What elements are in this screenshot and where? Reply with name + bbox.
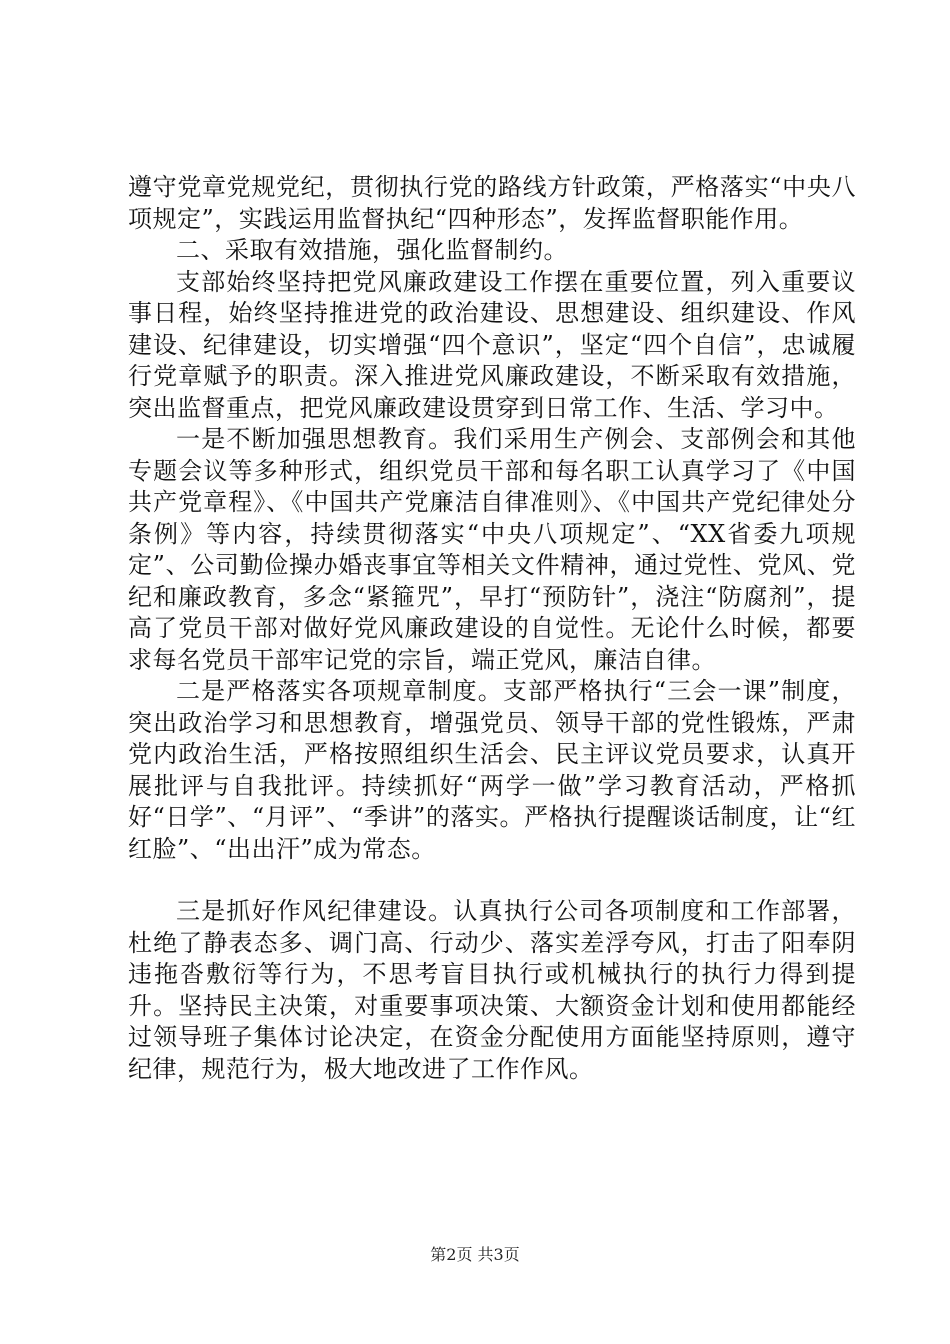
paragraph-overview: 支部始终坚持把党风廉政建设工作摆在重要位置，列入重要议事日程，始终坚持推进党的政治建设、思想建设、组织建设、作风建设、纪律建设，切实增强“四个意识”，坚定“四个自信”，忠诚履行党章赋予的职责。深入推进党风廉政建设，不断采取有效措施，突出监督重点，把党风廉政建设贯穿到日常工作、生活、学习中。 [128,267,856,422]
section-heading: 二、采取有效措施，强化监督制约。 [176,236,568,264]
page-footer: 第2页 共3页 [430,1245,520,1264]
paragraph-discipline: 三是抓好作风纪律建设。认真执行公司各项制度和工作部署，杜绝了静表态多、调门高、行动少、落实差浮夸风，打击了阳奉阴违拖沓敷衍等行为，不思考盲目执行或机械执行的执行力得到提升。坚持民主决策，对重要事项决策、大额资金计划和使用都能经过领导班子集体讨论决定，在资金分配使用方面能坚持原则，遵守纪律，规范行为，极大地改进了工作作风。 [128,897,856,1083]
paragraph-regulations: 二是严格落实各项规章制度。支部严格执行“三会一课”制度，突出政治学习和思想教育，增强党员、领导干部的党性锻炼，严肃党内政治生活，严格按照组织生活会、民主评议党员要求，认真开展批评与自我批评。持续抓好“两学一做”学习教育活动，严格抓好“日学”、“月评”、“季讲”的落实。严格执行提醒谈话制度，让“红红脸”、“出出汗”成为常态。 [128,677,856,863]
document-body [128,172,856,1085]
paragraph-continuation: 遵守党章党规党纪，贯彻执行党的路线方针政策，严格落实“中央八项规定”，实践运用监督执纪“四种形态”，发挥监督职能作用。 [128,173,856,233]
paragraph-education: 一是不断加强思想教育。我们采用生产例会、支部例会和其他专题会议等多种形式，组织党员干部和每名职工认真学习了《中国共产党章程》、《中国共产党廉洁自律准则》、《中国共产党纪律处分条例》等内容，持续贯彻落实“中央八项规定”、“XX省委九项规定”、公司勤俭操办婚丧事宜等相关文件精神，通过党性、党风、党纪和廉政教育，多念“紧箍咒”，早打“预防针”，浇注“防腐剂”，提高了党员干部对做好党风廉政建设的自觉性。无论什么时候，都要求每名党员干部牢记党的宗旨，端正党风，廉洁自律。 [128,425,856,674]
